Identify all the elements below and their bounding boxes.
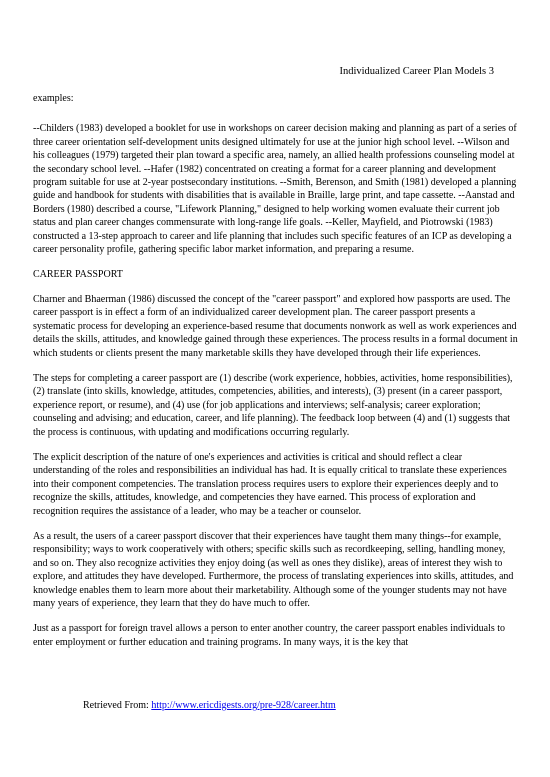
paragraph-passport-analogy: Just as a passport for foreign travel allows a person to enter another country, the career passport enables individuals to enter employment or further education and training programs. In many ways, it is the key that <box>33 623 505 648</box>
footer-label: Retrieved From: <box>83 700 152 711</box>
document-body <box>33 92 519 661</box>
paragraph-steps: The steps for completing a career passport are (1) describe (work experience, hobbies, activities, home responsibilities), (2) translate (into skills, knowledge, attitudes, competencies, abilities, and interests), (3) present (in a career passport, experience report, or resume), and (4) use (for job applications and interviews; self-analysis; career exploration; counseling and advising; and education, career, and life planning). The feedback loop between (4) and (1) suggests that the process is continuous, with updating and modifications occurring regularly. <box>33 372 513 438</box>
paragraph-description: The explicit description of the nature of one's experiences and activities is critical and should reflect a clear understanding of the roles and responsibilities an individual has had. It is equally critical to translate these experiences into their component competencies. The translation process requires users to explore their experiences deeply and to recognize the skills, attitudes, knowledge, and competencies they have earned. This process of exploration and recognition requires the assistance of a leader, who may be a teacher or counselor. <box>33 451 507 517</box>
running-head: Individualized Career Plan Models 3 <box>339 66 494 77</box>
paragraph-result: As a result, the users of a career passport discover that their experiences have taught them many things--for example, responsibility; ways to work cooperatively with others; specific skills such as recordkeeping, selling, handling money, and so on. They also recognize activities they enjoy doing (as well as ones they dislike), areas of interest they wish to explore, and attitudes they have developed. Furthermore, the process of translating experiences into skills, attitudes, and knowledge enables them to learn more about their marketability. Although some of the younger students may not have many years of experience, they learn that they do have much to offer. <box>33 530 514 609</box>
footer <box>83 699 336 712</box>
intro-line: examples: <box>33 93 74 104</box>
section-heading: CAREER PASSPORT <box>33 269 123 281</box>
paragraph-examples: --Childers (1983) developed a booklet for use in workshops on career decision making and planning as part of a series of three career orientation self-development units designed ultimately for use at the junior high school level. --Wilson and his colleagues (1979) targeted their plan toward a specific area, namely, an allied health professions counseling model at the secondary school level. --Hafer (1982) concentrated on creating a format for a career planning and development program suitable for use at 2-year postsecondary institutions. --Smith, Berenson, and Smith (1981) developed a planning guide and handbook for students with disabilities that is available in Braille, large print, and tape cassette. --Aanstad and Borders (1980) described a course, "Lifework Planning," designed to help working women evaluate their current job status and plan career changes commensurate with long-range life goals. --Keller, Mayfield, and Piotrowski (1983) constructed a 13-step approach to career and life planning that includes such specific features of an ICP as developing a career personality profile, gathering specific labor market information, and preparing a resume. <box>33 123 517 256</box>
paragraph-career-passport-concept: Charner and Bhaerman (1986) discussed the concept of the "career passport" and explored how passports are used. The career passport is in effect a form of an individualized career development plan. The career passport presents a systematic process for developing an experience-based resume that documents nonwork as well as work experiences and details the skills, attitudes, and knowledge gained through these experiences. The process results in a formal document in which students or clients present the many marketable skills they have developed through their life experiences. <box>33 293 518 359</box>
source-link[interactable]: http://www.ericdigests.org/pre-928/career.htm <box>151 700 336 711</box>
